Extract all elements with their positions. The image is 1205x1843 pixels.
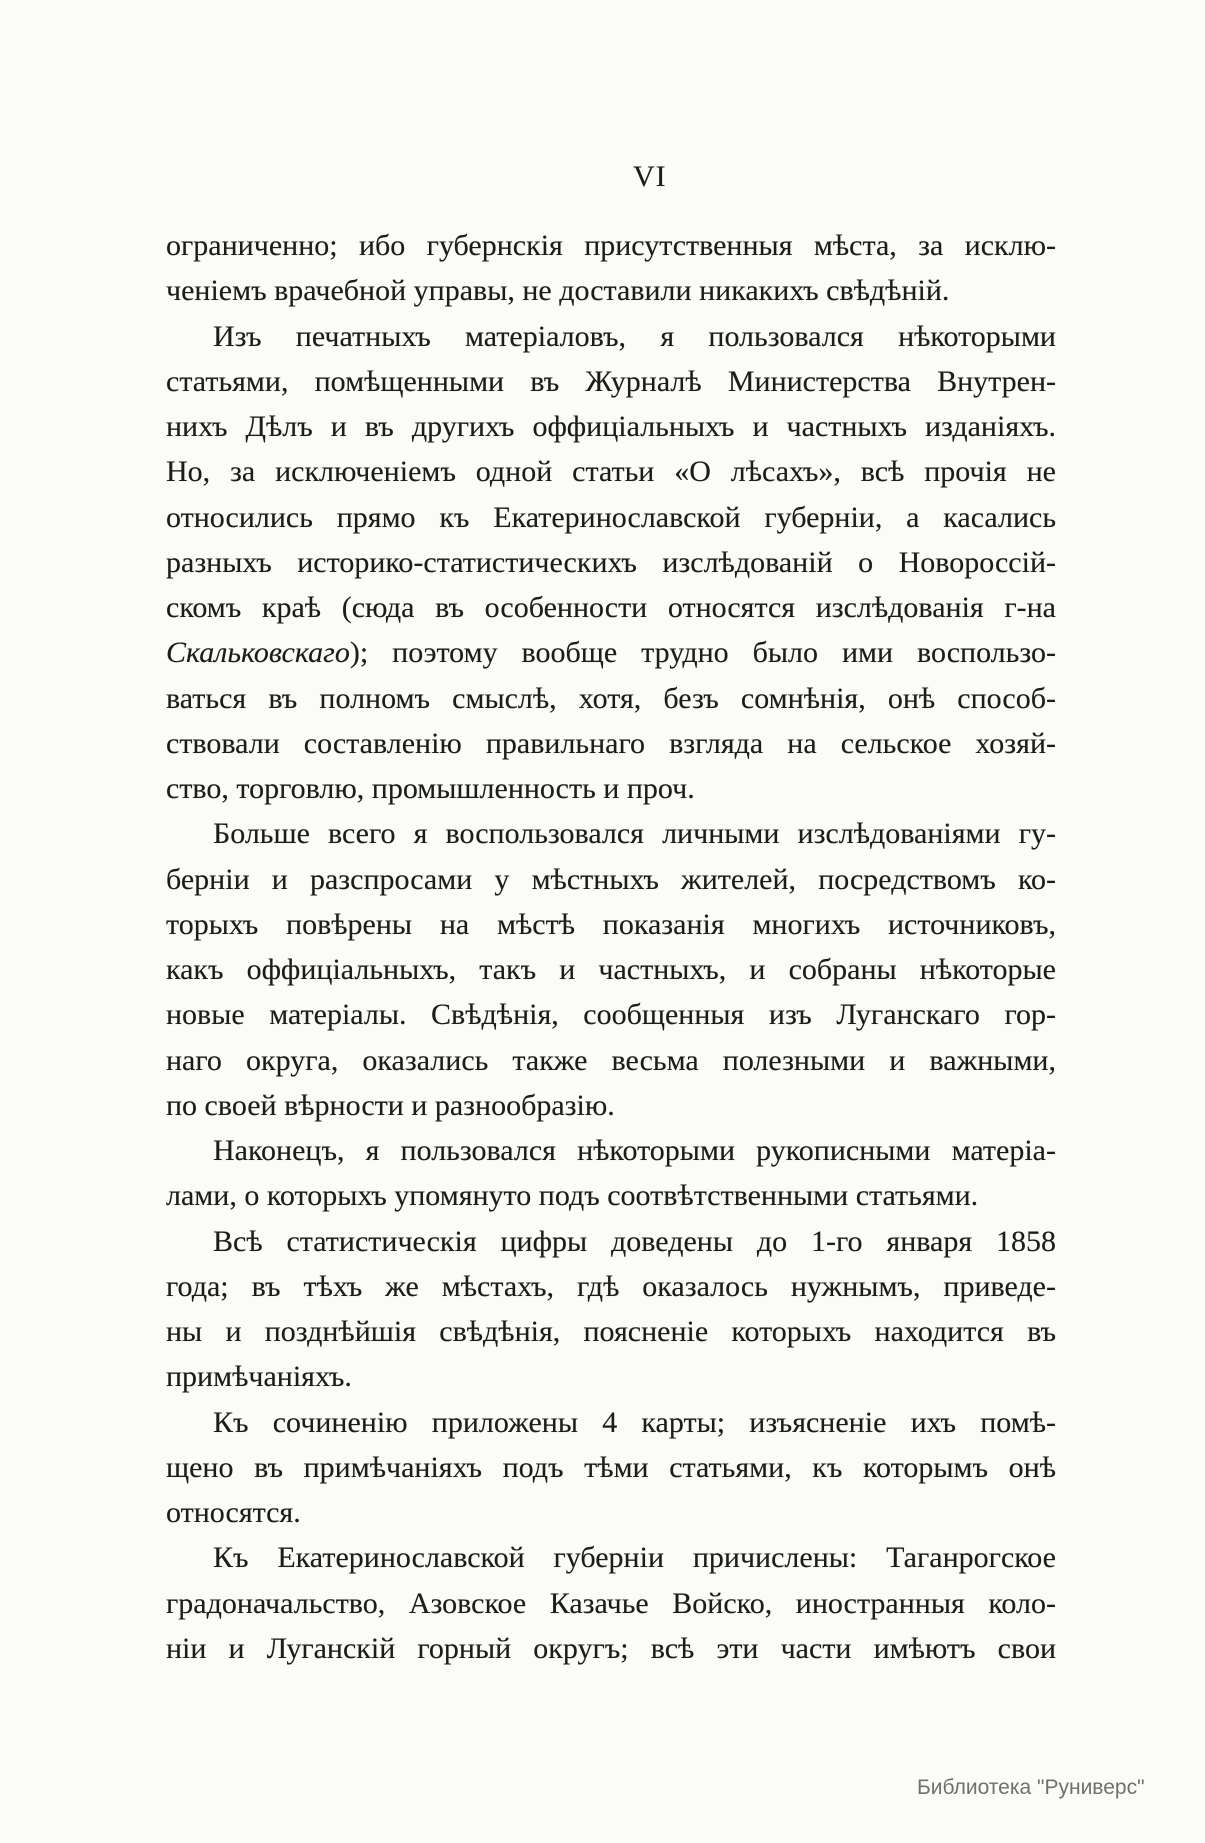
text-line: наго округа, оказались также весьма полезными и важными, xyxy=(166,1043,1056,1077)
text-line: Къ сочиненію приложены 4 карты; изъясненіе ихъ помѣ- xyxy=(213,1405,1056,1439)
text-line: относятся. xyxy=(166,1496,301,1529)
text-line: ченіемъ врачебной управы, не доставили никакихъ свѣдѣній. xyxy=(166,274,950,308)
page-text xyxy=(166,223,1056,1671)
text-line: какъ оффиціальныхъ, такъ и частныхъ, и собраны нѣкоторые xyxy=(166,953,1056,986)
text-line: градоначальство, Азовское Казачье Войско, иностранныя коло- xyxy=(166,1586,1056,1620)
text-line: относились прямо къ Екатеринославской губерніи, а касались xyxy=(166,500,1056,534)
text-line: новые матеріалы. Свѣдѣнія, сообщенныя изъ Луганскаго гор- xyxy=(166,998,1056,1032)
text-line: ствовали составленію правильнаго взгляда на сельское хозяй- xyxy=(166,726,1056,760)
text-line: торыхъ повѣрены на мѣстѣ показанія многихъ источниковъ, xyxy=(166,907,1056,941)
text-line: Наконецъ, я пользовался нѣкоторыми рукописными матеріа- xyxy=(213,1134,1056,1167)
text-line: ваться въ полномъ смыслѣ, хотя, безъ сомнѣнія, онѣ способ- xyxy=(166,681,1056,715)
text-line: нихъ Дѣлъ и въ другихъ оффиціальныхъ и частныхъ изданіяхъ. xyxy=(166,410,1056,443)
text-line: Больше всего я воспользовался личными изслѣдованіями гу- xyxy=(213,817,1056,851)
text-run: ); поэтому вообще трудно было ими воспользо- xyxy=(349,636,1056,670)
text-line: лами, о которыхъ упомянуто подъ соотвѣтственными статьями. xyxy=(166,1179,979,1213)
text-line: по своей вѣрности и разнообразію. xyxy=(166,1088,615,1122)
text-line: Всѣ статистическія цифры доведены до 1-го января 1858 xyxy=(213,1224,1056,1258)
text-line: года; въ тѣхъ же мѣстахъ, гдѣ оказалось нужнымъ, приведе- xyxy=(166,1269,1056,1303)
text-line: берніи и разспросами у мѣстныхъ жителей, посредствомъ ко- xyxy=(166,862,1056,896)
text-line: Къ Екатеринославской губерніи причислены: Таганрогское xyxy=(213,1541,1056,1575)
library-watermark: Библиотека "Руниверс" xyxy=(917,1776,1145,1799)
text-line: Но, за исключеніемъ одной статьи «О лѣсахъ», всѣ прочія не xyxy=(166,455,1056,489)
text-line: Изъ печатныхъ матеріаловъ, я пользовался нѣкоторыми xyxy=(213,319,1056,353)
text-line: разныхъ историко-статистическихъ изслѣдованій о Новороссій- xyxy=(166,545,1056,579)
text-line: щено въ примѣчаніяхъ подъ тѣми статьями, къ которымъ онѣ xyxy=(166,1450,1056,1484)
text-line: ніи и Луганскій горный округъ; всѣ эти части имѣютъ свои xyxy=(166,1631,1056,1665)
text-line: ство, торговлю, промышленность и проч. xyxy=(166,772,695,805)
page-number: VI xyxy=(633,160,667,193)
text-line: ограниченно; ибо губернскія присутственныя мѣста, за исклю- xyxy=(166,229,1056,262)
italic-text: Скальковскаго xyxy=(166,636,350,670)
text-line: ны и позднѣйшія свѣдѣнія, поясненіе которыхъ находится въ xyxy=(166,1315,1056,1348)
text-line: примѣчаніяхъ. xyxy=(166,1360,352,1394)
text-line: статьями, помѣщенными въ Журналѣ Министерства Внутрен- xyxy=(166,364,1056,398)
text-line xyxy=(166,630,1056,675)
text-line: скомъ краѣ (сюда въ особенности относятся изслѣдованія г-на xyxy=(166,591,1056,624)
